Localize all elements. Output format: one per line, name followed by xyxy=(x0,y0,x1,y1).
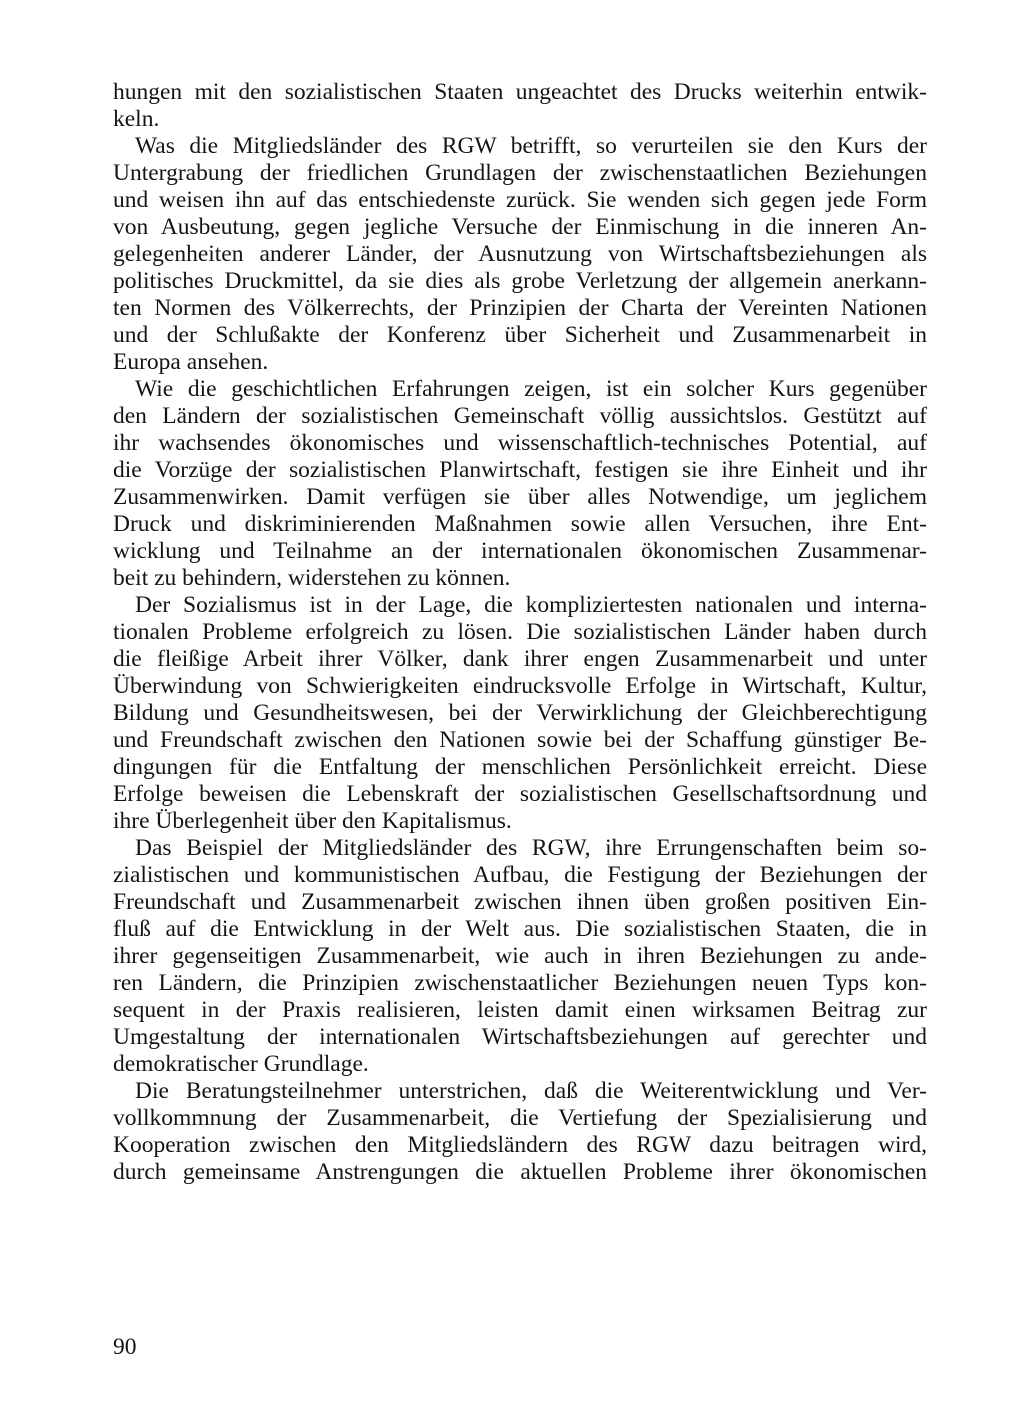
text-line: Umgestaltung der internationalen Wirtschaftsbeziehungen auf gerechter und xyxy=(113,1024,927,1050)
text-line: Untergrabung der friedlichen Grundlagen der zwischenstaatlichen Beziehungen xyxy=(113,160,927,186)
text-line: den Ländern der sozialistischen Gemeinschaft völlig aussichtslos. Gestützt auf xyxy=(113,403,927,429)
text-line: fluß auf die Entwicklung in der Welt aus. Die sozialistischen Staaten, die in xyxy=(113,916,927,942)
text-line: Europa ansehen. xyxy=(113,349,269,375)
page-number: 90 xyxy=(113,1334,137,1360)
text-line: dingungen für die Entfaltung der menschlichen Persönlichkeit erreicht. Diese xyxy=(113,754,927,780)
text-line: Bildung und Gesundheitswesen, bei der Verwirklichung der Gleichberechtigung xyxy=(113,700,927,726)
text-line: Erfolge beweisen die Lebenskraft der sozialistischen Gesellschaftsordnung und xyxy=(113,781,927,807)
paragraph xyxy=(113,835,927,1078)
text-line: vollkommnung der Zusammenarbeit, die Vertiefung der Spezialisierung und xyxy=(113,1105,927,1131)
text-line: Überwindung von Schwierigkeiten eindrucksvolle Erfolge in Wirtschaft, Kultur, xyxy=(113,673,927,699)
text-line: keln. xyxy=(113,106,160,132)
text-line: Wie die geschichtlichen Erfahrungen zeigen, ist ein solcher Kurs gegenüber xyxy=(135,376,927,402)
text-line: und Freundschaft zwischen den Nationen sowie bei der Schaffung günstiger Be- xyxy=(113,727,927,753)
text-line: ren Ländern, die Prinzipien zwischenstaatlicher Beziehungen neuen Typs kon- xyxy=(113,970,927,996)
text-line: und der Schlußakte der Konferenz über Sicherheit und Zusammenarbeit in xyxy=(113,322,927,348)
paragraph xyxy=(113,79,927,133)
text-line: die Vorzüge der sozialistischen Planwirtschaft, festigen sie ihre Einheit und ihr xyxy=(113,457,927,483)
text-line: hungen mit den sozialistischen Staaten ungeachtet des Drucks weiterhin entwik- xyxy=(113,79,927,105)
text-line: sequent in der Praxis realisieren, leisten damit einen wirksamen Beitrag zur xyxy=(113,997,927,1023)
text-line: demokratischer Grundlage. xyxy=(113,1051,369,1077)
text-line: ihrer gegenseitigen Zusammenarbeit, wie auch in ihren Beziehungen zu ande- xyxy=(113,943,927,969)
paragraph xyxy=(113,592,927,835)
text-line: Druck und diskriminierenden Maßnahmen sowie allen Versuchen, ihre Ent- xyxy=(113,511,927,537)
paragraph xyxy=(113,1078,927,1186)
text-line: gelegenheiten anderer Länder, der Ausnutzung von Wirtschaftsbeziehungen als xyxy=(113,241,927,267)
paragraph xyxy=(113,376,927,592)
paragraph xyxy=(113,133,927,376)
text-line: Zusammenwirken. Damit verfügen sie über alles Notwendige, um jeglichem xyxy=(113,484,927,510)
text-line: Das Beispiel der Mitgliedsländer des RGW, ihre Errungenschaften beim so- xyxy=(135,835,927,861)
text-line: Die Beratungsteilnehmer unterstrichen, daß die Weiterentwicklung und Ver- xyxy=(135,1078,927,1104)
text-line: und weisen ihn auf das entschiedenste zurück. Sie wenden sich gegen jede Form xyxy=(113,187,927,213)
text-line: Der Sozialismus ist in der Lage, die kompliziertesten nationalen und interna- xyxy=(135,592,927,618)
text-line: Was die Mitgliedsländer des RGW betrifft, so verurteilen sie den Kurs der xyxy=(135,133,927,159)
text-line: tionalen Probleme erfolgreich zu lösen. Die sozialistischen Länder haben durch xyxy=(113,619,927,645)
text-line: zialistischen und kommunistischen Aufbau, die Festigung der Beziehungen der xyxy=(113,862,927,888)
text-line: die fleißige Arbeit ihrer Völker, dank ihrer engen Zusammenarbeit und unter xyxy=(113,646,927,672)
text-line: durch gemeinsame Anstrengungen die aktuellen Probleme ihrer ökonomischen xyxy=(113,1159,927,1185)
text-line: wicklung und Teilnahme an der internationalen ökonomischen Zusammenar- xyxy=(113,538,927,564)
body-text xyxy=(113,79,927,1186)
text-line: politisches Druckmittel, da sie dies als grobe Verletzung der allgemein anerkann- xyxy=(113,268,927,294)
text-line: Kooperation zwischen den Mitgliedsländern des RGW dazu beitragen wird, xyxy=(113,1132,927,1158)
text-line: ihre Überlegenheit über den Kapitalismus. xyxy=(113,808,512,834)
text-line: ten Normen des Völkerrechts, der Prinzipien der Charta der Vereinten Nationen xyxy=(113,295,927,321)
text-line: von Ausbeutung, gegen jegliche Versuche der Einmischung in die inneren An- xyxy=(113,214,927,240)
text-line: beit zu behindern, widerstehen zu können. xyxy=(113,565,511,591)
text-line: Freundschaft und Zusammenarbeit zwischen ihnen üben großen positiven Ein- xyxy=(113,889,927,915)
text-line: ihr wachsendes ökonomisches und wissenschaftlich-technisches Potential, auf xyxy=(113,430,927,456)
